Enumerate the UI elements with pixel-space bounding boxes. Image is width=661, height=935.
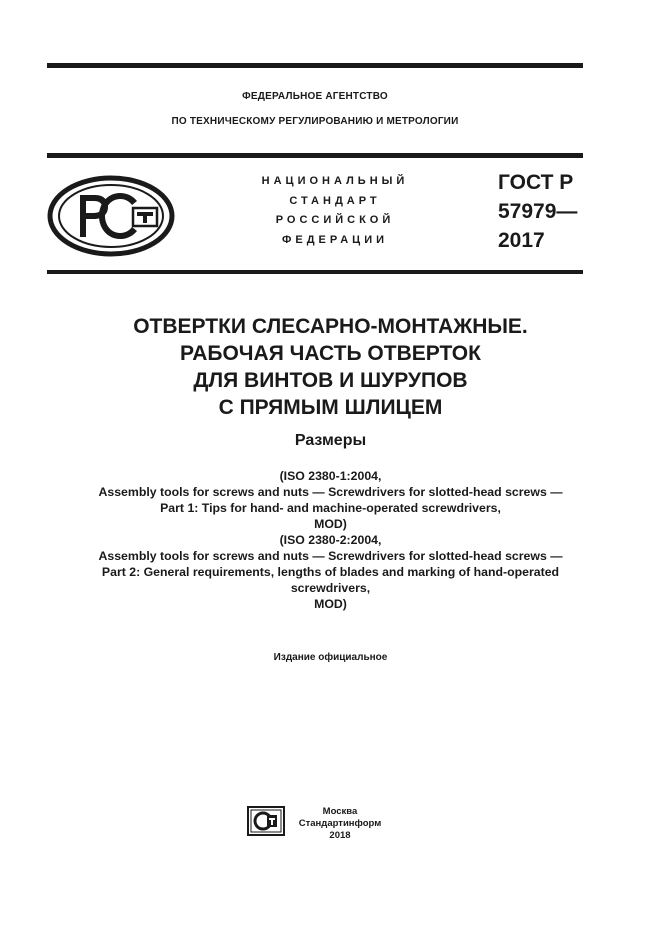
- top-rule: [47, 63, 583, 68]
- gost-designation-line-3: 2017: [498, 229, 545, 252]
- publisher-info: [295, 806, 385, 842]
- document-subtitle: Размеры: [294, 432, 367, 449]
- standartinform-logo: [247, 806, 285, 836]
- publisher-year: 2018: [329, 830, 351, 841]
- iso-reference-line: Assembly tools for screws and nuts — Screwdrivers for slotted-head screws —: [98, 485, 563, 499]
- rst-certification-logo: [47, 175, 175, 257]
- agency-line-1: ФЕДЕРАЛЬНОЕ АГЕНТСТВО: [242, 91, 388, 102]
- iso-reference-line: (ISO 2380-2:2004,: [279, 533, 382, 547]
- publisher-name: Стандартинформ: [298, 818, 382, 829]
- header-rule: [47, 153, 583, 158]
- designation-rule: [47, 270, 583, 274]
- standard-type-line-4: ФЕДЕРАЦИИ: [281, 234, 389, 246]
- iso-reference-line: MOD): [314, 597, 347, 611]
- iso-reference-line: MOD): [314, 517, 347, 531]
- agency-line-2: ПО ТЕХНИЧЕСКОМУ РЕГУЛИРОВАНИЮ И МЕТРОЛОГИИ: [171, 116, 459, 127]
- official-edition-label: Издание официальное: [273, 652, 388, 663]
- standard-type-line-1: НАЦИОНАЛЬНЫЙ: [261, 175, 409, 187]
- title-line-3: ДЛЯ ВИНТОВ И ШУРУПОВ: [193, 369, 468, 392]
- standard-type-line-3: РОССИЙСКОЙ: [275, 214, 395, 226]
- standard-type-line-2: СТАНДАРТ: [289, 195, 381, 207]
- iso-reference-line: (ISO 2380-1:2004,: [279, 469, 382, 483]
- iso-reference-line: screwdrivers,: [290, 581, 371, 595]
- gost-designation-line-2: 57979—: [498, 200, 578, 223]
- iso-references: [47, 468, 614, 612]
- title-line-4: С ПРЯМЫМ ШЛИЦЕМ: [218, 396, 443, 419]
- document-title: [47, 313, 614, 421]
- title-line-2: РАБОЧАЯ ЧАСТЬ ОТВЕРТОК: [180, 342, 481, 365]
- title-line-1: ОТВЕРТКИ СЛЕСАРНО-МОНТАЖНЫЕ.: [133, 315, 528, 338]
- iso-reference-line: Part 1: Tips for hand- and machine-operated screwdrivers,: [160, 501, 501, 515]
- publisher-city: Москва: [322, 806, 358, 817]
- gost-designation-line-1: ГОСТ Р: [498, 171, 574, 194]
- iso-reference-line: Assembly tools for screws and nuts — Screwdrivers for slotted-head screws —: [98, 549, 563, 563]
- iso-reference-line: Part 2: General requirements, lengths of blades and marking of hand-operated: [101, 565, 560, 579]
